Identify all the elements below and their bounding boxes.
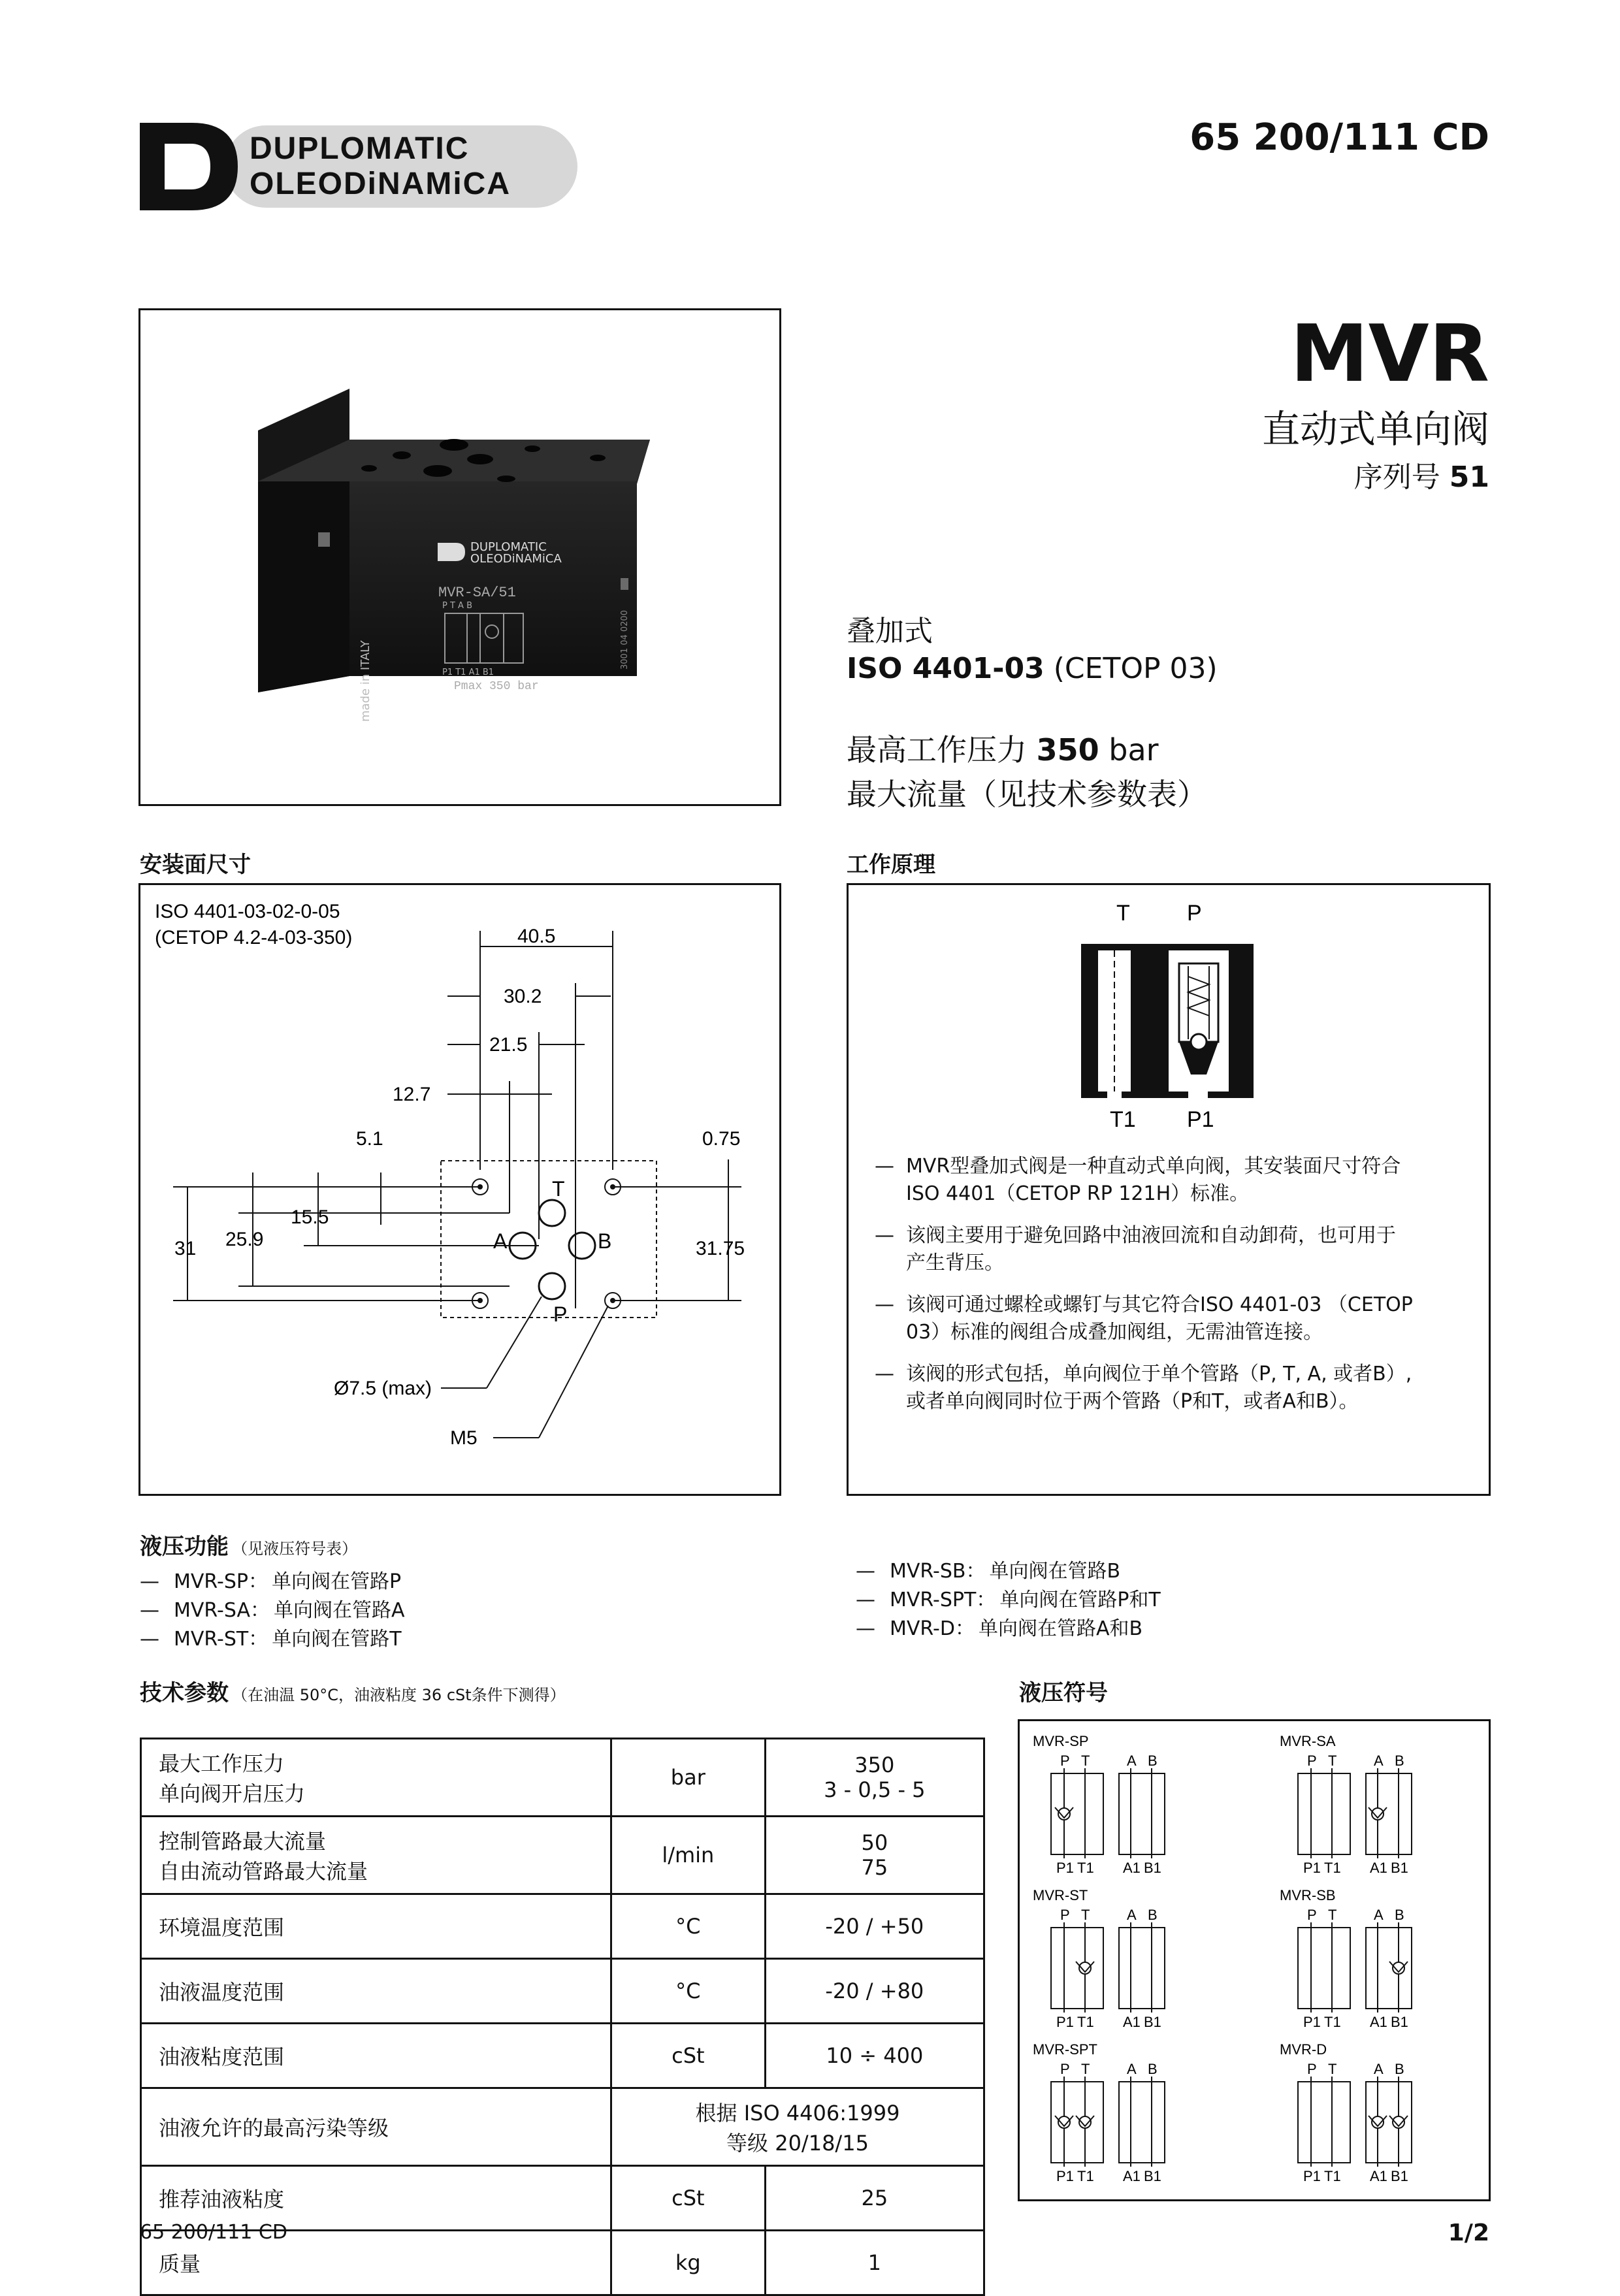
symbol-port-top: B bbox=[1148, 1753, 1158, 1769]
symbols-panel bbox=[1018, 1719, 1491, 2201]
bullet-text bbox=[906, 1361, 1412, 1415]
symbol-port-top: T bbox=[1081, 1907, 1090, 1923]
body-logo-icon bbox=[438, 543, 465, 561]
spec-row bbox=[141, 1894, 984, 1959]
spec-label-1: 最大工作压力 bbox=[159, 1751, 285, 1776]
dim-40-5: 40.5 bbox=[517, 926, 556, 947]
function-item bbox=[856, 1557, 1161, 1586]
bullet-line-2: 03）标准的阀组合成叠加阀组，无需油管连接。 bbox=[906, 1321, 1323, 1344]
symbol-port-bottom: A1 bbox=[1123, 2014, 1141, 2030]
brand-line-1: DUPLOMATIC bbox=[250, 131, 470, 166]
functions-list-left bbox=[140, 1568, 405, 1654]
symbol-port-bottom: B1 bbox=[1391, 1860, 1408, 1876]
symbol-name: MVR-SA bbox=[1280, 1733, 1336, 1749]
function-code: MVR-SP： bbox=[174, 1570, 268, 1593]
function-dash: — bbox=[140, 1628, 159, 1651]
symbol-port-bottom: A1 bbox=[1370, 2168, 1387, 2184]
spec-label-1: 环境温度范围 bbox=[159, 1915, 285, 1940]
symbol-port-bottom: A1 bbox=[1370, 1860, 1387, 1876]
symbol-port-bottom: P1 bbox=[1303, 2014, 1321, 2030]
spec-row bbox=[141, 1959, 984, 2024]
function-desc: 单向阀在管路P bbox=[272, 1570, 402, 1593]
symbol-port-bottom: B1 bbox=[1144, 1860, 1161, 1876]
symbol-port-top: A bbox=[1127, 1907, 1137, 1923]
symbol-port-top: T bbox=[1328, 1907, 1337, 1923]
symbol-port-bottom: B1 bbox=[1391, 2014, 1408, 2030]
valve-photo bbox=[140, 310, 779, 804]
symbol-port-bottom: T1 bbox=[1077, 2014, 1094, 2030]
plate-ports-bottom: P1 T1 A1 B1 bbox=[442, 668, 494, 677]
valve-section-drawing bbox=[849, 885, 1489, 1132]
symbol-port-top: P bbox=[1307, 1753, 1317, 1769]
functions-note: （见液压符号表） bbox=[232, 1540, 358, 1558]
symbol-port-top: A bbox=[1374, 2061, 1384, 2077]
symbol-port-bottom: A1 bbox=[1123, 2168, 1141, 2184]
symbol-port-bottom: A1 bbox=[1123, 1860, 1141, 1876]
function-desc: 单向阀在管路A和B bbox=[978, 1617, 1143, 1640]
bullet-dash: — bbox=[875, 1155, 894, 1178]
spec-value bbox=[765, 1894, 984, 1959]
page-number: 1/2 bbox=[1448, 2220, 1489, 2246]
bullet-dash: — bbox=[875, 1224, 894, 1247]
symbol-port-top: A bbox=[1127, 1753, 1137, 1769]
principle-bullets bbox=[875, 1153, 1476, 1430]
specs-heading bbox=[140, 1675, 566, 1707]
bullet-line-1: 该阀主要用于避免回路中油液回流和自动卸荷，也可用于 bbox=[906, 1224, 1396, 1247]
symbol-port-bottom: T1 bbox=[1077, 2168, 1094, 2184]
spec-unit: l/min bbox=[611, 1817, 765, 1894]
symbol-port-bottom: B1 bbox=[1391, 2168, 1408, 2184]
functions-heading bbox=[140, 1528, 357, 1560]
bullet-line-2: ISO 4401（CETOP RP 121H）标准。 bbox=[906, 1182, 1250, 1205]
pressure-unit: bar bbox=[1109, 732, 1159, 768]
function-dash: — bbox=[856, 1560, 875, 1583]
spec-unit: cSt bbox=[611, 2024, 765, 2088]
function-code: MVR-SA： bbox=[174, 1599, 270, 1622]
symbol-body-left bbox=[1051, 1928, 1103, 2009]
bullet-dash: — bbox=[875, 1363, 894, 1385]
bullet-line-1: MVR型叠加式阀是一种直动式单向阀，其安装面尺寸符合 bbox=[906, 1155, 1401, 1178]
bullet-line-2: 或者单向阀同时位于两个管路（P和T，或者A和B）。 bbox=[906, 1390, 1359, 1413]
section-label-t1: T1 bbox=[1110, 1107, 1136, 1132]
symbol-body-left bbox=[1298, 1773, 1350, 1854]
function-item bbox=[856, 1586, 1161, 1615]
function-dash: — bbox=[140, 1570, 159, 1593]
principle-bullet bbox=[875, 1222, 1476, 1277]
std-line-1: ISO 4401-03-02-0-05 bbox=[155, 901, 340, 922]
symbol-port-bottom: P1 bbox=[1056, 1860, 1074, 1876]
spec-value bbox=[765, 1739, 984, 1817]
symbol-port-top: P bbox=[1060, 2061, 1070, 2077]
symbol-body-left bbox=[1298, 1928, 1350, 2009]
principle-title: 工作原理 bbox=[847, 852, 935, 878]
principle-panel bbox=[847, 883, 1491, 1496]
product-photo-frame bbox=[138, 308, 781, 806]
section-label-p1: P1 bbox=[1187, 1107, 1214, 1132]
dim-31-75: 31.75 bbox=[696, 1238, 745, 1259]
dim-15-5: 15.5 bbox=[291, 1206, 329, 1228]
symbol-port-bottom: P1 bbox=[1303, 2168, 1321, 2184]
spec-label bbox=[141, 1817, 611, 1894]
symbol-mvr-sa bbox=[1280, 1733, 1412, 1876]
function-dash: — bbox=[856, 1617, 875, 1640]
spec-value-2: 等级 20/18/15 bbox=[726, 2131, 869, 2156]
spec-label bbox=[141, 1894, 611, 1959]
iso-standard bbox=[847, 652, 1218, 685]
section-label-t: T bbox=[1116, 901, 1130, 926]
bullet-line-1: 该阀可通过螺栓或螺钉与其它符合ISO 4401-03 （CETOP bbox=[906, 1293, 1413, 1316]
port-p-label: P bbox=[553, 1302, 568, 1326]
symbol-port-bottom: B1 bbox=[1144, 2014, 1161, 2030]
series-number: 51 bbox=[1449, 461, 1489, 494]
spec-value-2: 3 - 0,5 - 5 bbox=[824, 1777, 926, 1802]
symbol-mvr-sb bbox=[1280, 1887, 1412, 2030]
symbol-body-right bbox=[1119, 1928, 1165, 2009]
doc-code-footer: 65 200/111 CD bbox=[140, 2221, 287, 2244]
symbol-name: MVR-SPT bbox=[1033, 2041, 1097, 2058]
spec-label-1: 油液粘度范围 bbox=[159, 2045, 285, 2069]
specs-note: （在油温 50°C，油液粘度 36 cSt条件下测得） bbox=[232, 1686, 566, 1704]
spec-value bbox=[765, 1817, 984, 1894]
symbol-port-top: B bbox=[1148, 1907, 1158, 1923]
symbol-port-top: P bbox=[1060, 1753, 1070, 1769]
symbol-body-right bbox=[1119, 1773, 1165, 1854]
function-desc: 单向阀在管路B bbox=[989, 1560, 1121, 1583]
symbol-name: MVR-ST bbox=[1033, 1887, 1088, 1903]
function-code: MVR-SPT： bbox=[890, 1589, 996, 1611]
symbol-port-bottom: T1 bbox=[1324, 1860, 1341, 1876]
symbol-port-top: P bbox=[1307, 2061, 1317, 2077]
symbol-port-top: B bbox=[1395, 1753, 1404, 1769]
bullet-dash: — bbox=[875, 1293, 894, 1316]
spec-row bbox=[141, 1817, 984, 1894]
symbol-port-top: T bbox=[1328, 2061, 1337, 2077]
symbol-port-top: A bbox=[1374, 1753, 1384, 1769]
function-item bbox=[140, 1568, 405, 1596]
section-label-p: P bbox=[1187, 901, 1202, 926]
spec-unit: cSt bbox=[611, 2166, 765, 2231]
dim-25-9: 25.9 bbox=[225, 1229, 264, 1250]
function-desc: 单向阀在管路P和T bbox=[999, 1589, 1161, 1611]
mount-type: 叠加式 bbox=[847, 615, 933, 648]
function-item bbox=[856, 1615, 1161, 1643]
spec-row bbox=[141, 2024, 984, 2088]
spec-value-1: 1 bbox=[867, 2250, 881, 2275]
function-code: MVR-SB： bbox=[890, 1560, 986, 1583]
principle-bullet bbox=[875, 1153, 1476, 1208]
spec-unit: kg bbox=[611, 2231, 765, 2295]
symbol-mvr-spt bbox=[1033, 2041, 1165, 2184]
symbol-port-top: P bbox=[1307, 1907, 1317, 1923]
symbol-port-top: B bbox=[1395, 1907, 1404, 1923]
symbol-port-bottom: T1 bbox=[1077, 1860, 1094, 1876]
max-pressure bbox=[847, 726, 1159, 769]
doc-code-header: 65 200/111 CD bbox=[1190, 116, 1489, 159]
port-b-label: B bbox=[598, 1229, 612, 1253]
function-dash: — bbox=[856, 1589, 875, 1611]
dim-0-75: 0.75 bbox=[702, 1128, 741, 1150]
symbols-title: 液压符号 bbox=[1019, 1680, 1108, 1706]
specs-title: 技术参数 bbox=[140, 1680, 229, 1706]
function-code: MVR-ST： bbox=[174, 1628, 268, 1651]
spec-label bbox=[141, 2088, 611, 2166]
symbol-port-bottom: T1 bbox=[1324, 2014, 1341, 2030]
plate-ports-top: P T A B bbox=[442, 601, 472, 611]
spec-value-1: 根据 ISO 4406:1999 bbox=[695, 2101, 900, 2126]
pressure-value: 350 bbox=[1036, 732, 1099, 768]
spec-label bbox=[141, 1959, 611, 2024]
plate-model: MVR-SA/51 bbox=[438, 585, 516, 601]
port-a-label: A bbox=[493, 1229, 508, 1253]
symbol-mvr-d bbox=[1280, 2041, 1412, 2184]
iso-rest: (CETOP 03) bbox=[1053, 652, 1218, 685]
mounting-surface-drawing bbox=[140, 885, 779, 1494]
symbol-body-right bbox=[1119, 2082, 1165, 2163]
spec-label bbox=[141, 2024, 611, 2088]
spec-label-1: 控制管路最大流量 bbox=[159, 1829, 327, 1854]
body-brand-2: OLEODiNAMiCA bbox=[470, 552, 562, 566]
symbol-port-top: P bbox=[1060, 1907, 1070, 1923]
spec-value-1: 10 ÷ 400 bbox=[826, 2043, 924, 2068]
spec-unit: °C bbox=[611, 1959, 765, 2024]
series-label: 序列号 bbox=[1353, 461, 1440, 494]
symbol-port-bottom: A1 bbox=[1370, 2014, 1387, 2030]
std-line-2: (CETOP 4.2-4-03-350) bbox=[155, 927, 353, 948]
symbol-name: MVR-SP bbox=[1033, 1733, 1089, 1749]
dim-30-2: 30.2 bbox=[504, 986, 542, 1007]
spec-label-1: 油液允许的最高污染等级 bbox=[159, 2116, 389, 2141]
body-brand-1: DUPLOMATIC bbox=[470, 540, 547, 554]
symbol-port-bottom: T1 bbox=[1324, 2168, 1341, 2184]
bullet-line-2: 产生背压。 bbox=[906, 1252, 1004, 1274]
spec-label-1: 油液温度范围 bbox=[159, 1980, 285, 2005]
body-code: 3001 04 0200 bbox=[620, 610, 630, 670]
plate-pmax: Pmax 350 bar bbox=[454, 680, 539, 693]
symbol-port-top: A bbox=[1374, 1907, 1384, 1923]
spec-value-1: -20 / +80 bbox=[825, 1979, 924, 2003]
principle-bullet bbox=[875, 1361, 1476, 1415]
spec-label-1: 质量 bbox=[159, 2252, 201, 2276]
brand-logo bbox=[140, 118, 584, 216]
functions-list-right bbox=[856, 1557, 1161, 1643]
function-code: MVR-D： bbox=[890, 1617, 975, 1640]
spec-label-2: 单向阀开启压力 bbox=[159, 1781, 306, 1806]
spec-unit: bar bbox=[611, 1739, 765, 1817]
pressure-label: 最高工作压力 bbox=[847, 732, 1027, 768]
spec-row bbox=[141, 2088, 984, 2166]
symbol-port-bottom: P1 bbox=[1056, 2014, 1074, 2030]
symbol-port-top: T bbox=[1081, 2061, 1090, 2077]
iso-bold: ISO 4401-03 bbox=[847, 652, 1045, 685]
specs-table bbox=[140, 1738, 985, 2296]
function-item bbox=[140, 1625, 405, 1654]
spec-row bbox=[141, 1739, 984, 1817]
series-line bbox=[1354, 453, 1489, 495]
spec-label bbox=[141, 1739, 611, 1817]
function-desc: 单向阀在管路A bbox=[273, 1599, 405, 1622]
hole-diameter-label: Ø7.5 (max) bbox=[334, 1378, 432, 1399]
spec-value-1: 50 bbox=[861, 1830, 888, 1855]
symbol-port-top: B bbox=[1395, 2061, 1404, 2077]
dim-5-1: 5.1 bbox=[356, 1128, 383, 1150]
dim-12-7: 12.7 bbox=[393, 1084, 431, 1105]
spec-value-2: 75 bbox=[861, 1855, 888, 1880]
symbol-port-top: A bbox=[1127, 2061, 1137, 2077]
principle-bullet bbox=[875, 1291, 1476, 1346]
symbol-mvr-sp bbox=[1033, 1733, 1165, 1876]
symbol-name: MVR-D bbox=[1280, 2041, 1327, 2058]
mounting-title: 安装面尺寸 bbox=[140, 852, 251, 878]
bullet-text bbox=[906, 1153, 1401, 1208]
symbol-mvr-st bbox=[1033, 1887, 1165, 2030]
product-model: MVR bbox=[1290, 309, 1489, 400]
thread-label: M5 bbox=[450, 1427, 478, 1449]
symbol-port-top: T bbox=[1081, 1753, 1090, 1769]
spec-value bbox=[765, 2231, 984, 2295]
max-flow: 最大流量（见技术参数表） bbox=[847, 777, 1207, 812]
hydraulic-symbols-drawing bbox=[1020, 1721, 1489, 2199]
dim-31: 31 bbox=[174, 1238, 197, 1259]
bullet-text bbox=[906, 1291, 1413, 1346]
brand-line-2: OLEODiNAMiCA bbox=[250, 167, 511, 201]
spec-value bbox=[765, 1959, 984, 2024]
spec-value bbox=[765, 2166, 984, 2231]
symbol-body-left bbox=[1298, 2082, 1350, 2163]
spec-label-2: 自由流动管路最大流量 bbox=[159, 1859, 368, 1884]
function-dash: — bbox=[140, 1599, 159, 1622]
symbol-port-bottom: P1 bbox=[1303, 1860, 1321, 1876]
symbol-port-bottom: P1 bbox=[1056, 2168, 1074, 2184]
symbol-port-bottom: B1 bbox=[1144, 2168, 1161, 2184]
port-t-label: T bbox=[552, 1177, 565, 1201]
function-desc: 单向阀在管路T bbox=[272, 1628, 402, 1651]
symbol-port-top: B bbox=[1148, 2061, 1158, 2077]
functions-title: 液压功能 bbox=[140, 1534, 229, 1560]
spec-unit: °C bbox=[611, 1894, 765, 1959]
mounting-diagram bbox=[138, 883, 781, 1496]
symbol-name: MVR-SB bbox=[1280, 1887, 1336, 1903]
spec-label-1: 推荐油液粘度 bbox=[159, 2187, 285, 2212]
function-item bbox=[140, 1596, 405, 1625]
made-in-italy: made in ITALY bbox=[359, 640, 372, 722]
dim-21-5: 21.5 bbox=[489, 1034, 528, 1056]
symbol-port-top: T bbox=[1328, 1753, 1337, 1769]
spec-value-1: -20 / +50 bbox=[825, 1914, 924, 1939]
spec-value bbox=[765, 2024, 984, 2088]
spec-value-1: 25 bbox=[861, 2186, 888, 2210]
spec-value bbox=[611, 2088, 984, 2166]
bullet-line-1: 该阀的形式包括，单向阀位于单个管路（P, T, A, 或者B）, bbox=[906, 1363, 1412, 1385]
spec-value-1: 350 bbox=[854, 1753, 895, 1777]
product-name: 直动式单向阀 bbox=[1261, 407, 1489, 451]
bullet-text bbox=[906, 1222, 1396, 1277]
